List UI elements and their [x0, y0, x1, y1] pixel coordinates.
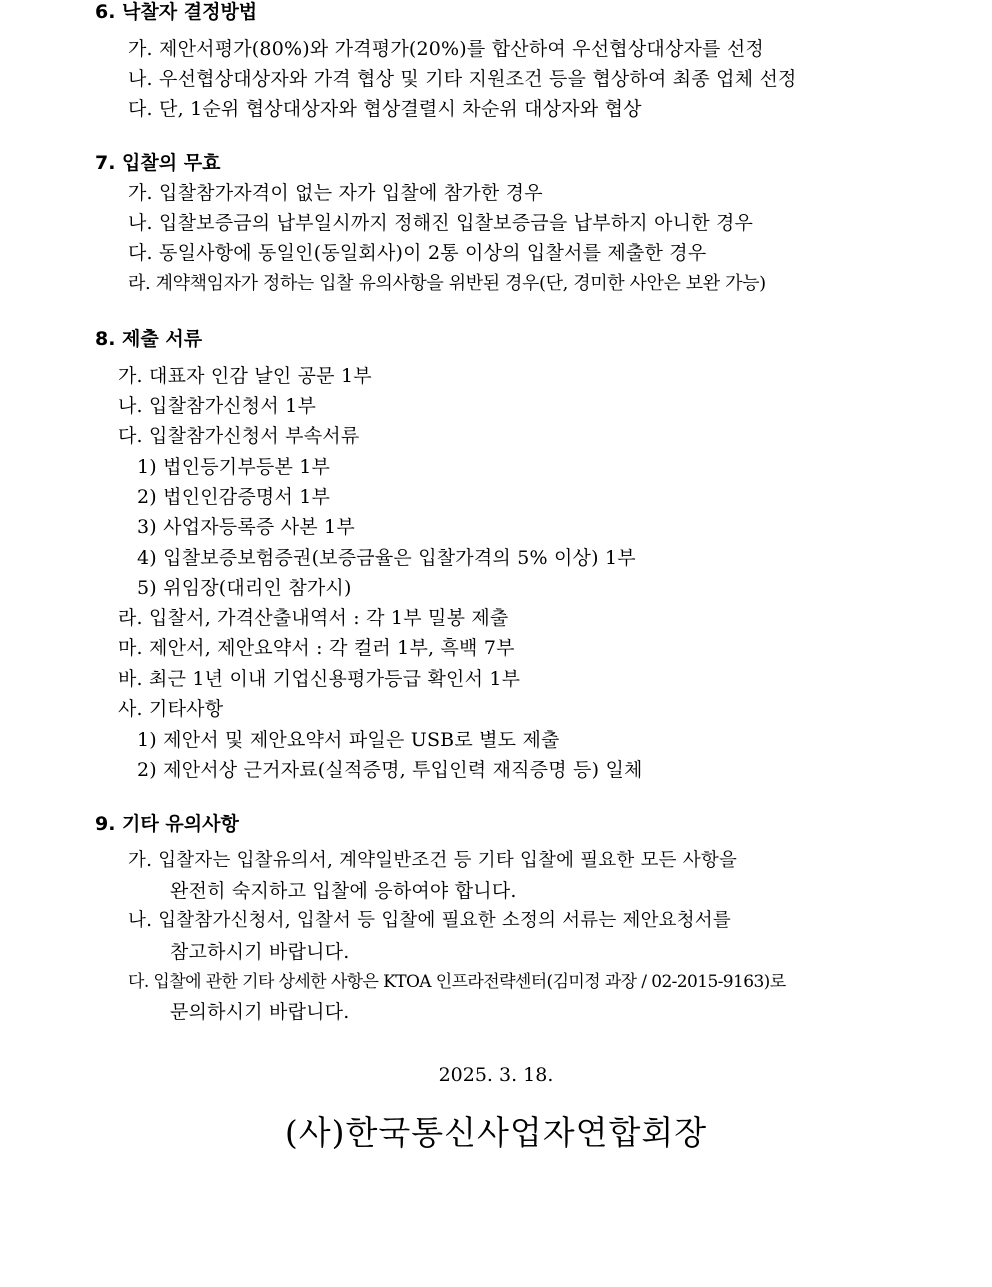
section-8-item-da: 다. 입찰참가신청서 부속서류 — [118, 425, 360, 447]
section-9-title: 9. 기타 유의사항 — [95, 813, 239, 835]
section-8-sub-3: 3) 사업자등록증 사본 1부 — [137, 516, 355, 538]
section-7-item-na: 나. 입찰보증금의 납부일시까지 정해진 입찰보증금을 납부하지 아니한 경우 — [128, 212, 754, 234]
section-8-item-na: 나. 입찰참가신청서 1부 — [118, 395, 316, 417]
section-8-title: 8. 제출 서류 — [95, 328, 203, 350]
section-6-item-ga: 가. 제안서평가(80%)와 가격평가(20%)를 합산하여 우선협상대상자를 선정 — [128, 38, 764, 60]
section-8-sub-1: 1) 법인등기부등본 1부 — [137, 456, 331, 478]
section-8-sub-4: 4) 입찰보증보험증권(보증금율은 입찰가격의 5% 이상) 1부 — [137, 547, 636, 569]
section-8-item-ba: 바. 최근 1년 이내 기업신용평가등급 확인서 1부 — [118, 668, 521, 690]
section-8-item-ra: 라. 입찰서, 가격산출내역서 : 각 1부 밀봉 제출 — [118, 607, 509, 629]
section-9-item-na: 나. 입찰참가신청서, 입찰서 등 입찰에 필요한 소정의 서류는 제안요청서를 — [128, 910, 731, 931]
section-8-sub-5: 5) 위임장(대리인 참가시) — [137, 577, 352, 599]
section-9-item-na-cont: 참고하시기 바랍니다. — [170, 941, 350, 963]
organization-name: (사)한국통신사업자연합회장 — [284, 1113, 708, 1152]
section-9-item-da-cont: 문의하시기 바랍니다. — [170, 1001, 350, 1023]
section-7-title: 7. 입찰의 무효 — [95, 152, 221, 174]
section-7-item-ga: 가. 입찰참가자격이 없는 자가 입찰에 참가한 경우 — [128, 182, 543, 204]
section-8-item-ma: 마. 제안서, 제안요약서 : 각 컬러 1부, 흑백 7부 — [118, 637, 515, 659]
section-9-item-da: 다. 입찰에 관한 기타 상세한 사항은 KTOA 인프라전략센터(김미정 과장 / 02-2015-9163)로 — [128, 972, 786, 992]
section-8-sa-sub-1: 1) 제안서 및 제안요약서 파일은 USB로 별도 제출 — [137, 729, 560, 751]
section-8-item-sa: 사. 기타사항 — [118, 698, 224, 720]
section-6-item-na: 나. 우선협상대상자와 가격 협상 및 기타 지원조건 등을 협상하여 최종 업체 선정 — [128, 68, 797, 90]
section-6-title: 6. 낙찰자 결정방법 — [95, 1, 258, 23]
section-8-sa-sub-2: 2) 제안서상 근거자료(실적증명, 투입인력 재직증명 등) 일체 — [137, 759, 643, 781]
section-6-item-da: 다. 단, 1순위 협상대상자와 협상결렬시 차순위 대상자와 협상 — [128, 98, 642, 120]
section-8-sub-2: 2) 법인인감증명서 1부 — [137, 486, 331, 508]
section-7-item-da: 다. 동일사항에 동일인(동일회사)이 2통 이상의 입찰서를 제출한 경우 — [128, 242, 707, 264]
section-9-item-ga-cont: 완전히 숙지하고 입찰에 응하여야 합니다. — [170, 880, 517, 902]
section-9-item-ga: 가. 입찰자는 입찰유의서, 계약일반조건 등 기타 입찰에 필요한 모든 사항을 — [128, 850, 738, 871]
document-date: 2025. 3. 18. — [438, 1064, 554, 1086]
section-8-item-ga: 가. 대표자 인감 날인 공문 1부 — [118, 365, 372, 387]
section-7-item-ra: 라. 계약책임자가 정하는 입찰 유의사항을 위반된 경우(단, 경미한 사안은 보완 가능) — [128, 273, 766, 294]
